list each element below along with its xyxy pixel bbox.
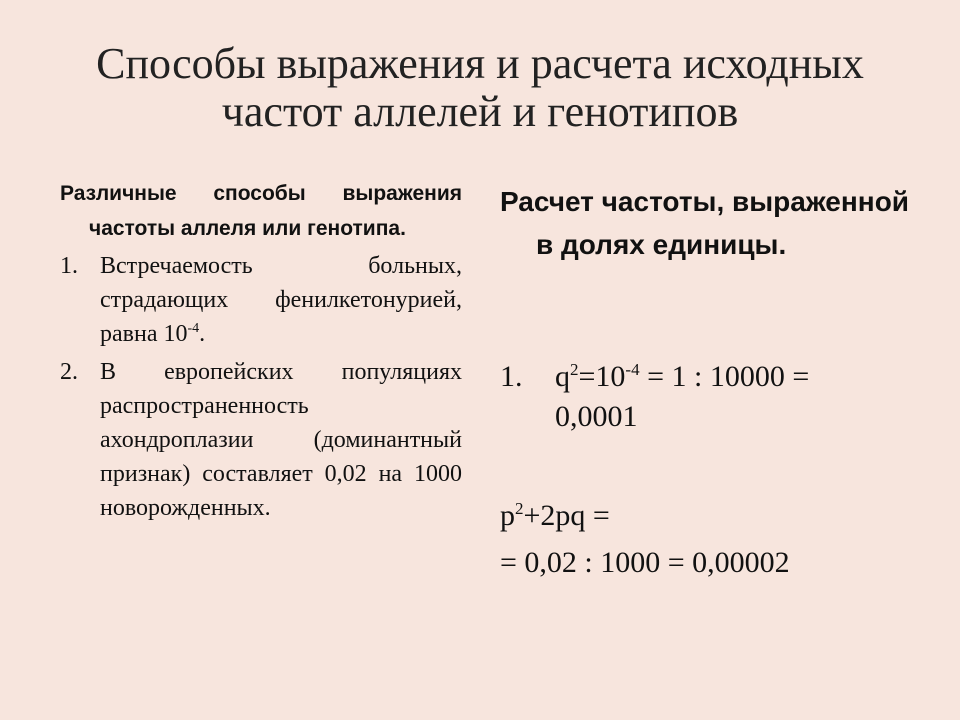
formula-variable: q	[555, 360, 570, 393]
formula-rest: = 1 : 10000 = 0,0001	[555, 360, 810, 433]
examples-list	[60, 249, 462, 525]
formula-p-exponent: 2	[515, 499, 524, 518]
list-item-number: 2.	[60, 359, 78, 385]
list-item-text-end: .	[199, 321, 206, 347]
list-item-text: В европейских популяциях распространенность ахондроплазии (доминантный признак) составляет 0,02 на 1000 новорожденных.	[100, 359, 462, 521]
formula-item-number: 1.	[500, 360, 523, 393]
list-item-exponent: -4	[187, 321, 200, 336]
formula-p2-rest: +2pq =	[523, 499, 610, 532]
left-column-heading: Различные способы выражения частоты аллеля или генотипа.	[60, 182, 462, 240]
formula-equals-base: =10	[578, 360, 626, 393]
list-item-text: Встречаемость больных, страдающих фенилкетонурией, равна 10	[100, 253, 462, 347]
list-item-number: 1.	[60, 253, 78, 279]
right-column-heading: Расчет частоты, выраженной в долях единицы.	[500, 186, 910, 260]
formula-variable-exponent: 2	[570, 360, 579, 379]
formula-p2-line	[500, 496, 610, 536]
left-column	[60, 176, 462, 525]
right-column	[500, 180, 920, 579]
slide-title: Способы выражения и расчета исходных частот аллелей и генотипов	[96, 39, 864, 136]
formula-result-line: = 0,02 : 1000 = 0,00002	[500, 546, 790, 579]
list-item	[60, 355, 462, 525]
formula-p-variable: p	[500, 499, 515, 532]
formula-item	[500, 357, 890, 437]
formula-base-exponent: -4	[625, 360, 640, 379]
list-item	[60, 249, 462, 351]
